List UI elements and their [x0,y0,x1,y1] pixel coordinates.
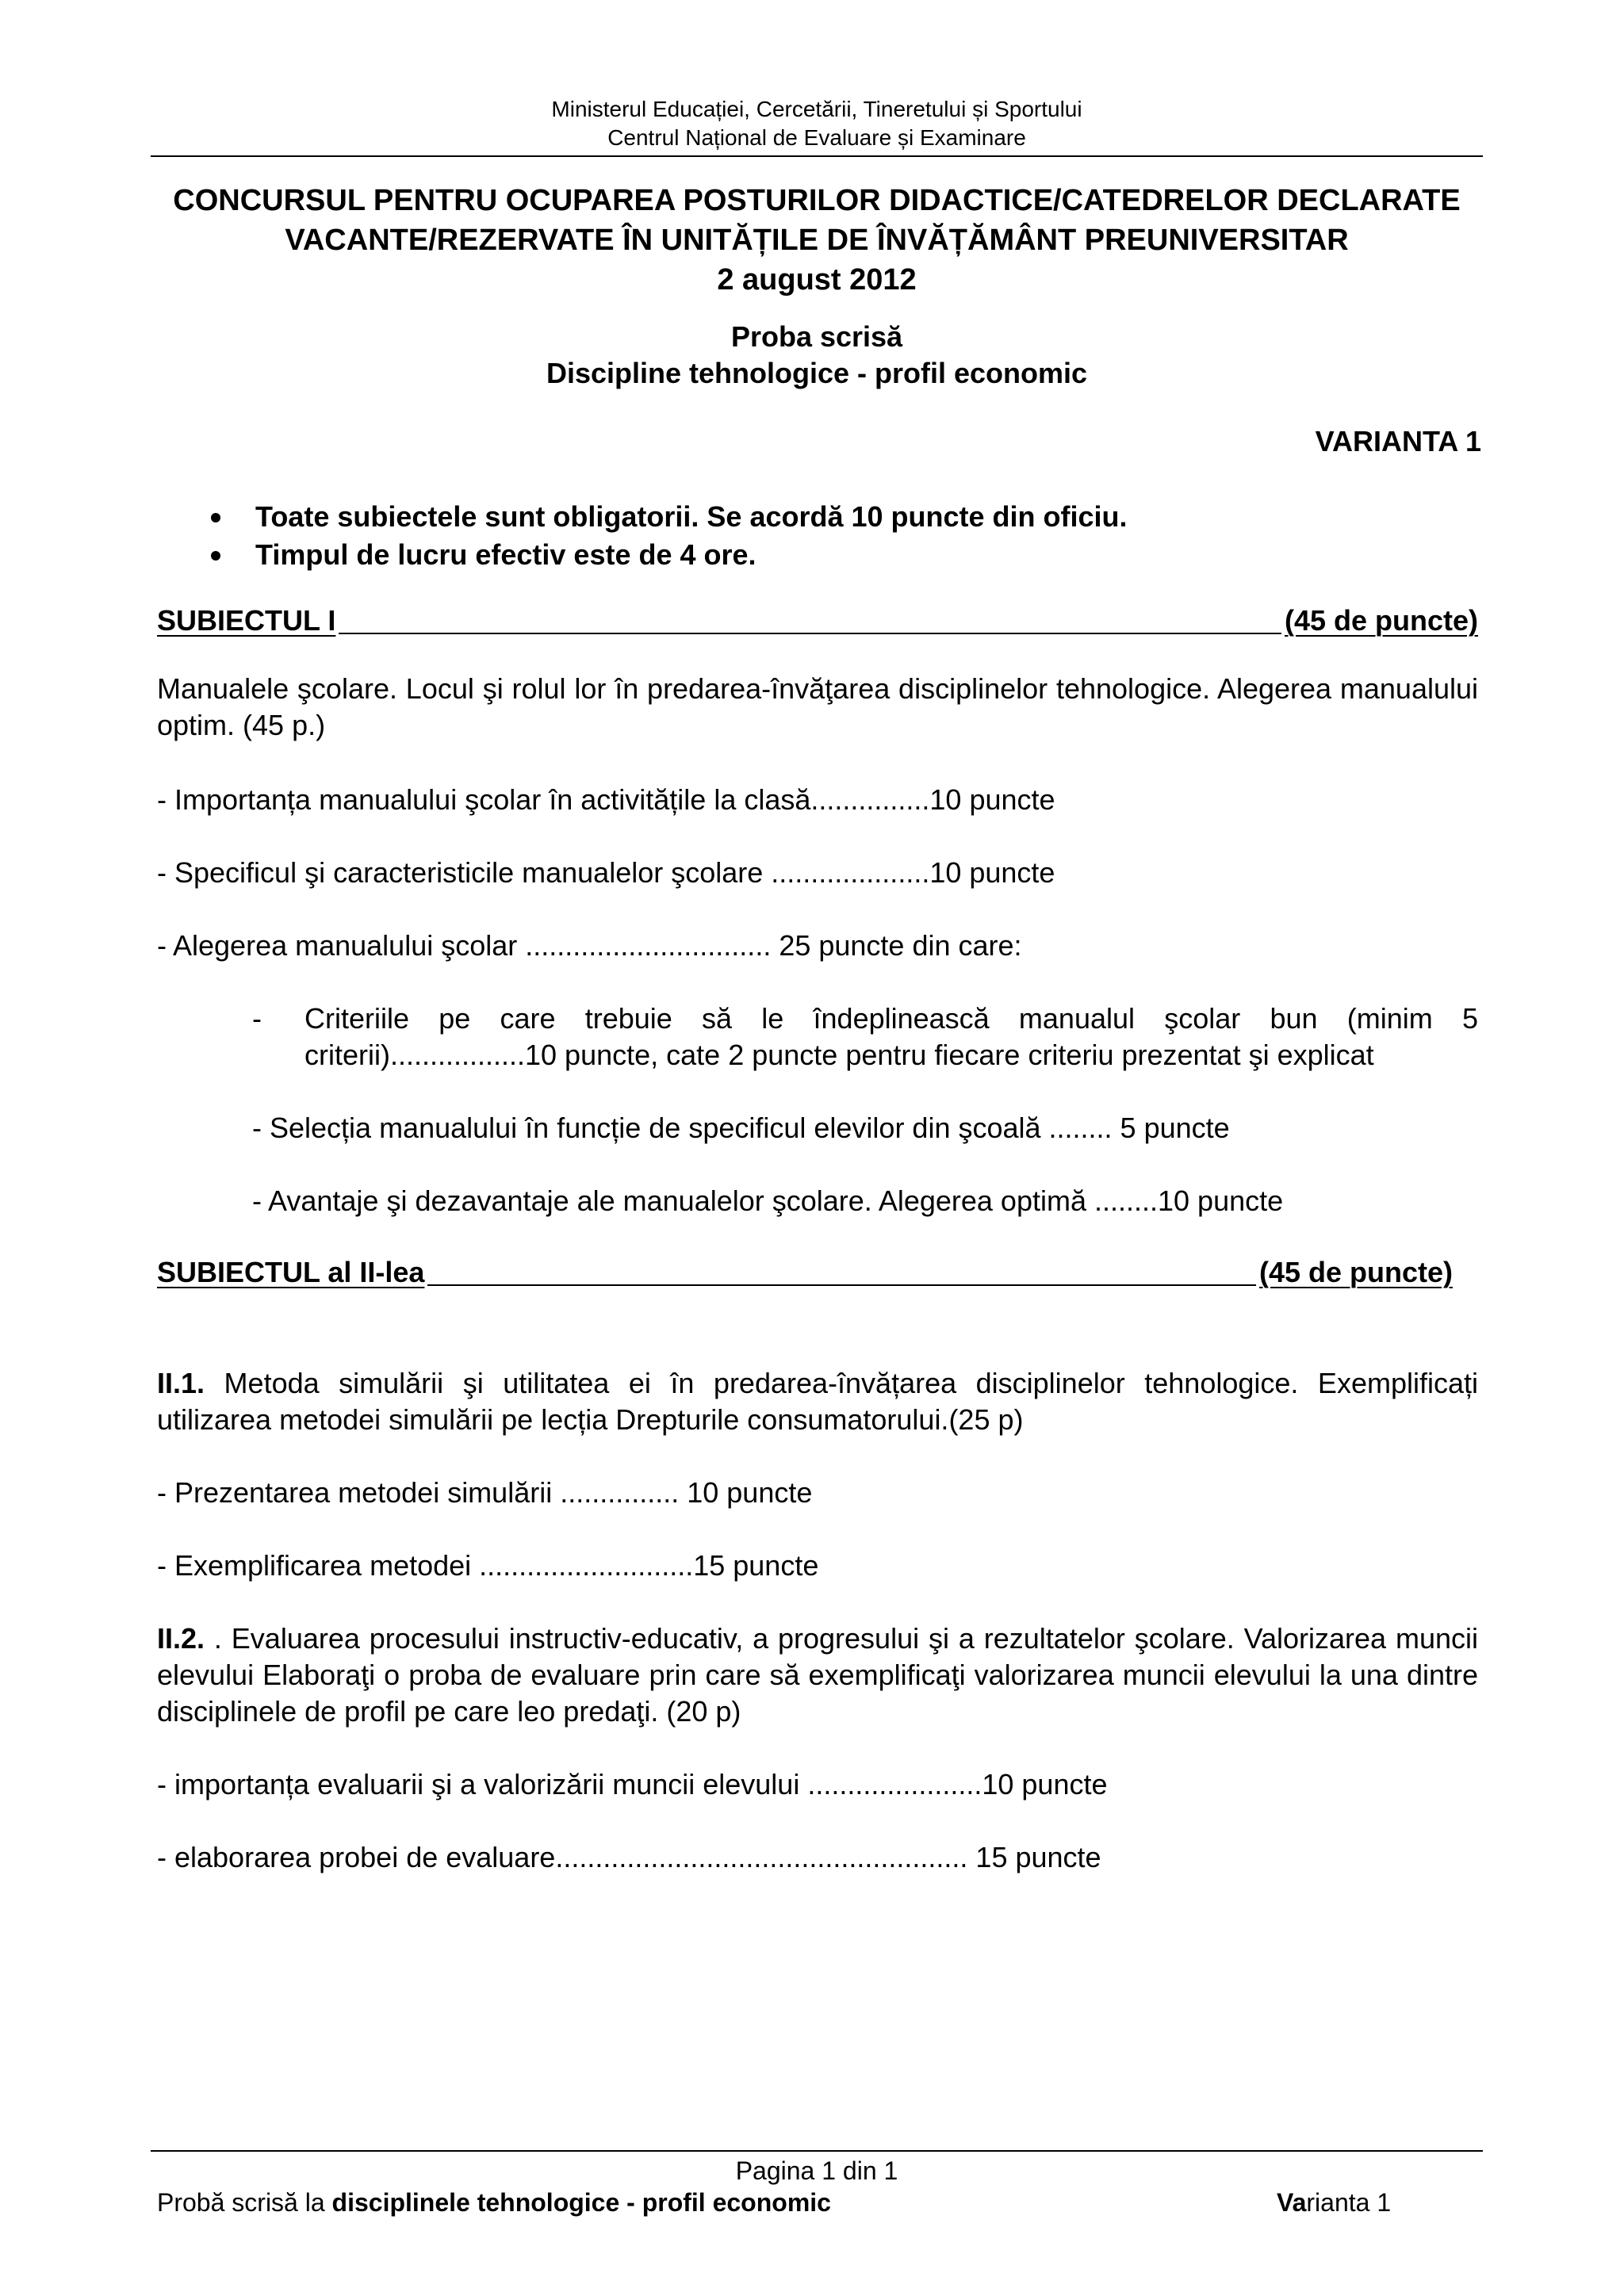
criteria-dash: - [252,1002,262,1035]
footer-variant-rest: rianta 1 [1306,2188,1392,2217]
ministry-name: Ministerul Educației, Cercetării, Tineretului și Sportului [551,97,1082,121]
subject-2-points: (45 de puncte) [1258,1256,1453,1288]
header-divider [151,155,1483,157]
title-date: 2 august 2012 [717,263,917,297]
subject-1-heading [157,604,1478,637]
question-2-2-label: II.2. [157,1622,205,1655]
question-2-2-item: - importanța evaluarii şi a valorizării muncii elevului ......................10 puncte [157,1768,1108,1800]
page-header [151,95,1483,152]
criteria-text: Criteriile pe care trebuie să le îndeplinească manualul şcolar bun (minim 5 criterii).................10 puncte, cate 2 puncte pentru fiecare criteriu prezentat şi explicat [304,1002,1478,1071]
exam-subtitle [151,319,1483,392]
subject-2-title: SUBIECTUL al II-lea [157,1256,425,1288]
question-2-1-item: - Prezentarea metodei simulării ............... 10 puncte [157,1476,813,1509]
subject-1-item: - Alegerea manualului şcolar ............................... 25 puncte din care: [157,929,1022,962]
question-2-1-item: - Exemplificarea metodei ...........................15 puncte [157,1549,819,1582]
subject-1-statement: Manualele şcolare. Locul şi rolul lor în predarea-învăţarea disciplinelor tehnologice. Alegerea manualului optim. (45 p.) [157,672,1478,741]
page-number: Pagina 1 din 1 [735,2156,898,2185]
question-2-1-label: II.1. [157,1367,205,1399]
footer-variant [1277,2188,1391,2218]
exam-type: Proba scrisă [730,320,903,353]
subject-1-item: - Importanța manualului şcolar în activitățile la clasă...............10 puncte [157,783,1055,816]
question-2-2 [157,1621,1478,1730]
title-line-1: CONCURSUL PENTRU OCUPAREA POSTURILOR DIDACTICE/CATEDRELOR DECLARATE [173,184,1461,217]
criteria-item [252,1001,1478,1073]
subject-1-points: (45 de puncte) [1284,604,1478,637]
document-title [151,181,1483,300]
question-2-1 [157,1365,1478,1438]
subject-1-subitem: - Selecția manualului în funcție de specificul elevilor din şcoală ........ 5 puncte [252,1112,1230,1144]
heading-underline [339,604,1281,634]
footer-discipline: disciplinele tehnologice - profil economic [331,2188,831,2217]
center-name: Centrul Național de Evaluare și Examinare [607,125,1026,150]
instruction-item: Timpul de lucru efectiv este de 4 ore. [206,536,1128,574]
heading-underline [427,1256,1256,1286]
question-2-2-text: . Evaluarea procesului instructiv-educativ, a progresului şi a rezultatelor şcolare. Valorizarea muncii elevului Elaboraţi o proba de evaluare prin care să exemplificaţi valorizarea muncii elevului la una dintre disciplinele de profil pe care leo predaţi. (20 p) [157,1622,1478,1728]
title-line-2: VACANTE/REZERVATE ÎN UNITĂȚILE DE ÎNVĂȚĂMÂNT PREUNIVERSITAR [285,224,1349,257]
subject-2-heading [157,1256,1453,1289]
instruction-item: Toate subiectele sunt obligatorii. Se acordă 10 puncte din oficiu. [206,498,1128,536]
subject-1-item: - Specificul şi caracteristicile manualelor şcolare ....................10 puncte [157,856,1055,889]
subject-1-subitem: - Avantaje şi dezavantaje ale manualelor şcolare. Alegerea optimă ........10 puncte [252,1184,1284,1217]
footer-variant-bold: Va [1277,2188,1307,2217]
variant-label: VARIANTA 1 [1315,425,1481,457]
footer-prefix: Probă scrisă la [157,2188,332,2217]
question-2-1-text: Metoda simulării şi utilitatea ei în predarea-învățarea disciplinelor tehnologice. Exemplificați utilizarea metodei simulării pe lecția Drepturile consumatorului.(25 p) [157,1367,1478,1436]
footer-exam-label [157,2188,831,2218]
question-2-2-item: - elaborarea probei de evaluare.................................................... 15 puncte [157,1841,1101,1873]
subject-1-title: SUBIECTUL I [157,604,336,637]
exam-discipline: Discipline tehnologice - profil economic [546,357,1088,389]
instructions-list [206,498,1128,574]
footer-divider [151,2150,1483,2152]
